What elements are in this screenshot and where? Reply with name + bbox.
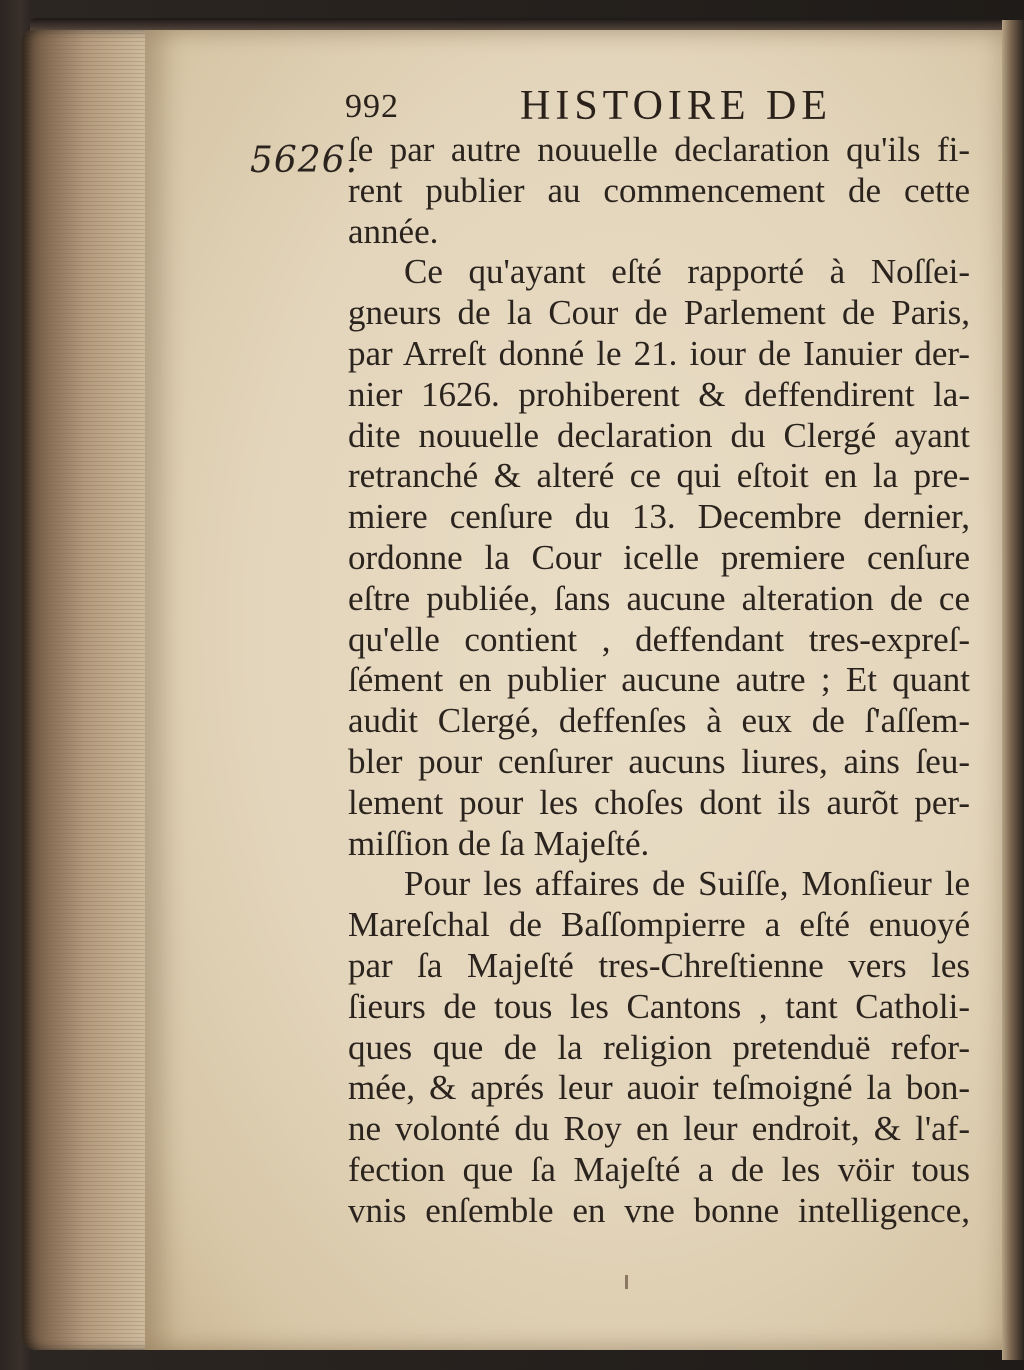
text-line: ſieurs de tous les Cantons , tant Catholi- [348,986,970,1026]
body-text [348,130,970,1232]
text-line: ques que de la religion pretenduë refor- [348,1027,970,1067]
text-line: année. [348,211,439,251]
text-line: par ſa Majeſté tres-Chreſtienne vers les [348,945,970,985]
margin-note: 5626. [250,140,359,181]
text-line: ſément en publier aucune autre ; Et quant [348,660,970,700]
text-line: mée, & aprés leur auoir teſmoigné la bon- [348,1068,970,1108]
page-number: 992 [345,88,399,125]
text-line: fection que ſa Majeſté a de les vöir tous [348,1149,970,1189]
text-line: miſſion de ſa Majeſté. [348,823,650,863]
text-line: dite nouuelle declaration du Clergé ayant [348,415,970,455]
text-line: ordonne la Cour icelle premiere cenſure [348,537,970,577]
text-line: lement pour les choſes dont ils aurõt per- [348,782,970,822]
text-line: vnis enſemble en vne bonne intelligence, [348,1190,970,1230]
text-line: gneurs de la Cour de Parlement de Paris, [348,293,970,333]
text-line: par Arreſt donné le 21. iour de Ianuier der- [348,333,970,373]
text-line: Pour les affaires de Suiſſe, Monſieur le [404,864,970,904]
text-line: ſe par autre nouuelle declaration qu'ils fi- [348,130,970,169]
paper-speck [625,1275,628,1289]
text-line: Mareſchal de Baſſompierre a eſté enuoyé [348,905,970,945]
text-line: audit Clergé, deffenſes à eux de ſ'aſſem- [348,701,970,741]
text-line: retranché & alteré ce qui eſtoit en la pre- [348,456,970,496]
text-line: qu'elle contient , deffendant tres-expreſ- [348,619,970,659]
text-line: nier 1626. prohiberent & deffendirent la- [348,374,970,414]
text-line: Ce qu'ayant eſté rapporté à Noſſei- [404,252,970,292]
text-line: ne volonté du Roy en leur endroit, & l'af- [348,1109,970,1149]
text-line: eſtre publiée, ſans aucune alteration de ce [348,578,970,618]
binding-gutter [1002,20,1024,1360]
text-line: rent publier au commencement de cette [348,170,970,210]
text-line: bler pour cenſurer aucuns liures, ains ſeu- [348,741,970,781]
page-block-edges [22,30,162,1350]
text-line: miere cenſure du 13. Decembre dernier, [348,497,970,537]
running-title: HISTOIRE DE [520,83,833,129]
